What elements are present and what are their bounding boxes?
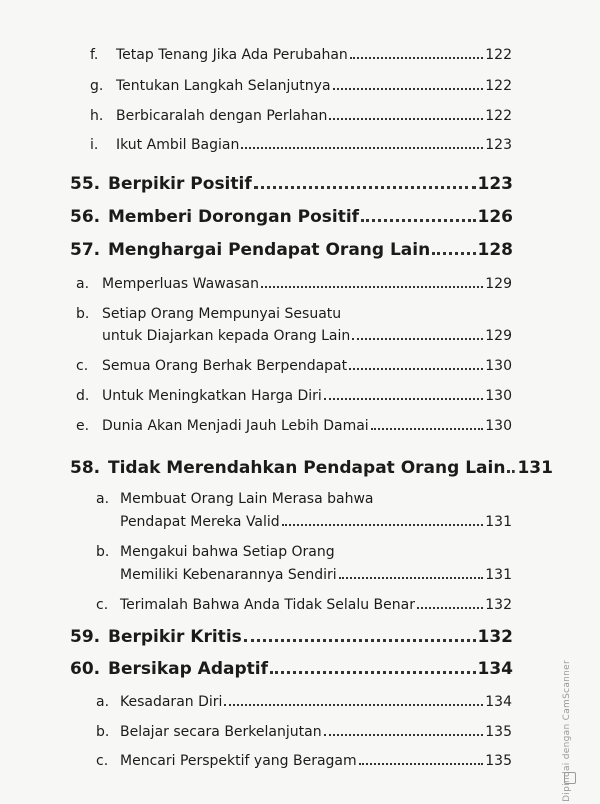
chapter-page: 131 (517, 458, 553, 478)
entry-page: 122 (485, 78, 512, 94)
chapter-page: 134 (477, 659, 513, 679)
toc-chapter (70, 207, 513, 227)
entry-title-line1: Mengakui bahwa Setiap Orang (120, 544, 335, 560)
entry-page: 134 (485, 694, 512, 710)
dot-leader (324, 398, 483, 400)
entry-letter: a. (96, 491, 110, 507)
entry-title: Semua Orang Berhak Berpendapat (102, 358, 348, 374)
dot-leader (224, 704, 483, 706)
entry-page: 135 (485, 724, 512, 740)
entry-letter: b. (96, 724, 110, 740)
entry-letter: c. (96, 597, 109, 613)
dot-leader (244, 639, 476, 642)
toc-entry (120, 567, 512, 583)
toc-entry (102, 328, 512, 344)
toc-entry (96, 753, 512, 769)
entry-title: Tentukan Langkah Selanjutnya (116, 78, 331, 94)
entry-page: 130 (485, 388, 512, 404)
entry-page: 131 (485, 514, 512, 530)
entry-letter: e. (76, 418, 90, 434)
dot-leader (254, 186, 476, 189)
chapter-page: 123 (477, 174, 513, 194)
entry-title-line1: Setiap Orang Mempunyai Sesuatu (102, 306, 342, 322)
toc-chapter (70, 240, 513, 260)
dot-leader (349, 368, 483, 370)
entry-letter: c. (76, 358, 89, 374)
entry-page: 131 (485, 567, 512, 583)
entry-title: Memiliki Kebenarannya Sendiri (120, 567, 337, 583)
entry-title: Belajar secara Berkelanjutan (120, 724, 322, 740)
dot-leader (359, 763, 484, 765)
chapter-number: 55. (70, 174, 101, 194)
toc-entry (76, 276, 512, 292)
dot-leader (432, 252, 475, 255)
chapter-number: 57. (70, 240, 101, 260)
entry-page: 135 (485, 753, 512, 769)
entry-page: 130 (485, 418, 512, 434)
chapter-title: Berpikir Kritis (108, 627, 242, 647)
entry-letter: g. (90, 78, 104, 94)
entry-title: Pendapat Mereka Valid (120, 514, 280, 530)
chapter-title: Berpikir Positif (108, 174, 252, 194)
entry-letter: b. (76, 306, 90, 322)
chapter-page: 126 (477, 207, 513, 227)
chapter-title: Menghargai Pendapat Orang Lain (108, 240, 431, 260)
entry-letter: a. (76, 276, 90, 292)
entry-title: Dunia Akan Menjadi Jauh Lebih Damai (102, 418, 369, 434)
entry-page: 129 (485, 276, 512, 292)
entry-page: 130 (485, 358, 512, 374)
chapter-number: 60. (70, 659, 101, 679)
chapter-number: 56. (70, 207, 101, 227)
entry-title: Memperluas Wawasan (102, 276, 259, 292)
entry-title: Berbicaralah dengan Perlahan (116, 108, 328, 124)
dot-leader (261, 286, 483, 288)
dot-leader (352, 338, 483, 340)
entry-letter: c. (96, 753, 109, 769)
entry-title: untuk Diajarkan kepada Orang Lain (102, 328, 351, 344)
entry-page: 129 (485, 328, 512, 344)
toc-entry (76, 358, 512, 374)
entry-letter: i. (90, 137, 99, 153)
toc-entry (90, 47, 512, 63)
entry-page: 132 (485, 597, 512, 613)
chapter-number: 58. (70, 458, 101, 478)
entry-title: Terimalah Bahwa Anda Tidak Selalu Benar (120, 597, 415, 613)
entry-title: Untuk Meningkatkan Harga Diri (102, 388, 322, 404)
entry-letter: h. (90, 108, 104, 124)
dot-leader (507, 470, 515, 473)
dot-leader (361, 219, 475, 222)
toc-entry (76, 388, 512, 404)
toc-entry (90, 78, 512, 94)
dot-leader (350, 57, 483, 59)
toc-chapter (70, 458, 553, 478)
dot-leader (241, 147, 483, 149)
chapter-page: 132 (477, 627, 513, 647)
entry-letter: b. (96, 544, 110, 560)
dot-leader (329, 118, 483, 120)
entry-letter: d. (76, 388, 90, 404)
entry-page: 123 (485, 137, 512, 153)
dot-leader (417, 607, 483, 609)
entry-page: 122 (485, 47, 512, 63)
toc-entry (90, 137, 512, 153)
entry-letter: a. (96, 694, 110, 710)
chapter-page: 128 (477, 240, 513, 260)
chapter-title: Tidak Merendahkan Pendapat Orang Lain (108, 458, 506, 478)
entry-title: Kesadaran Diri (120, 694, 223, 710)
dot-leader (333, 88, 484, 90)
toc-entry (96, 724, 512, 740)
toc-chapter (70, 174, 513, 194)
scanner-watermark: Dipindai dengan CamScanner (562, 660, 572, 802)
toc-chapter (70, 659, 513, 679)
toc-entry (90, 108, 512, 124)
dot-leader (339, 577, 484, 579)
entry-title: Tetap Tenang Jika Ada Perubahan (116, 47, 348, 63)
camscanner-logo-icon (564, 772, 576, 784)
entry-letter: f. (90, 47, 99, 63)
toc-entry (96, 694, 512, 710)
entry-title: Mencari Perspektif yang Beragam (120, 753, 357, 769)
toc-entry (120, 514, 512, 530)
dot-leader (282, 524, 484, 526)
chapter-number: 59. (70, 627, 101, 647)
entry-title-line1: Membuat Orang Lain Merasa bahwa (120, 491, 374, 507)
entry-title: Ikut Ambil Bagian (116, 137, 240, 153)
toc-chapter (70, 627, 513, 647)
chapter-title: Bersikap Adaptif (108, 659, 268, 679)
toc-entry (76, 418, 512, 434)
entry-page: 122 (485, 108, 512, 124)
dot-leader (371, 428, 484, 430)
dot-leader (324, 734, 484, 736)
chapter-title: Memberi Dorongan Positif (108, 207, 360, 227)
toc-entry (96, 597, 512, 613)
dot-leader (270, 671, 476, 674)
